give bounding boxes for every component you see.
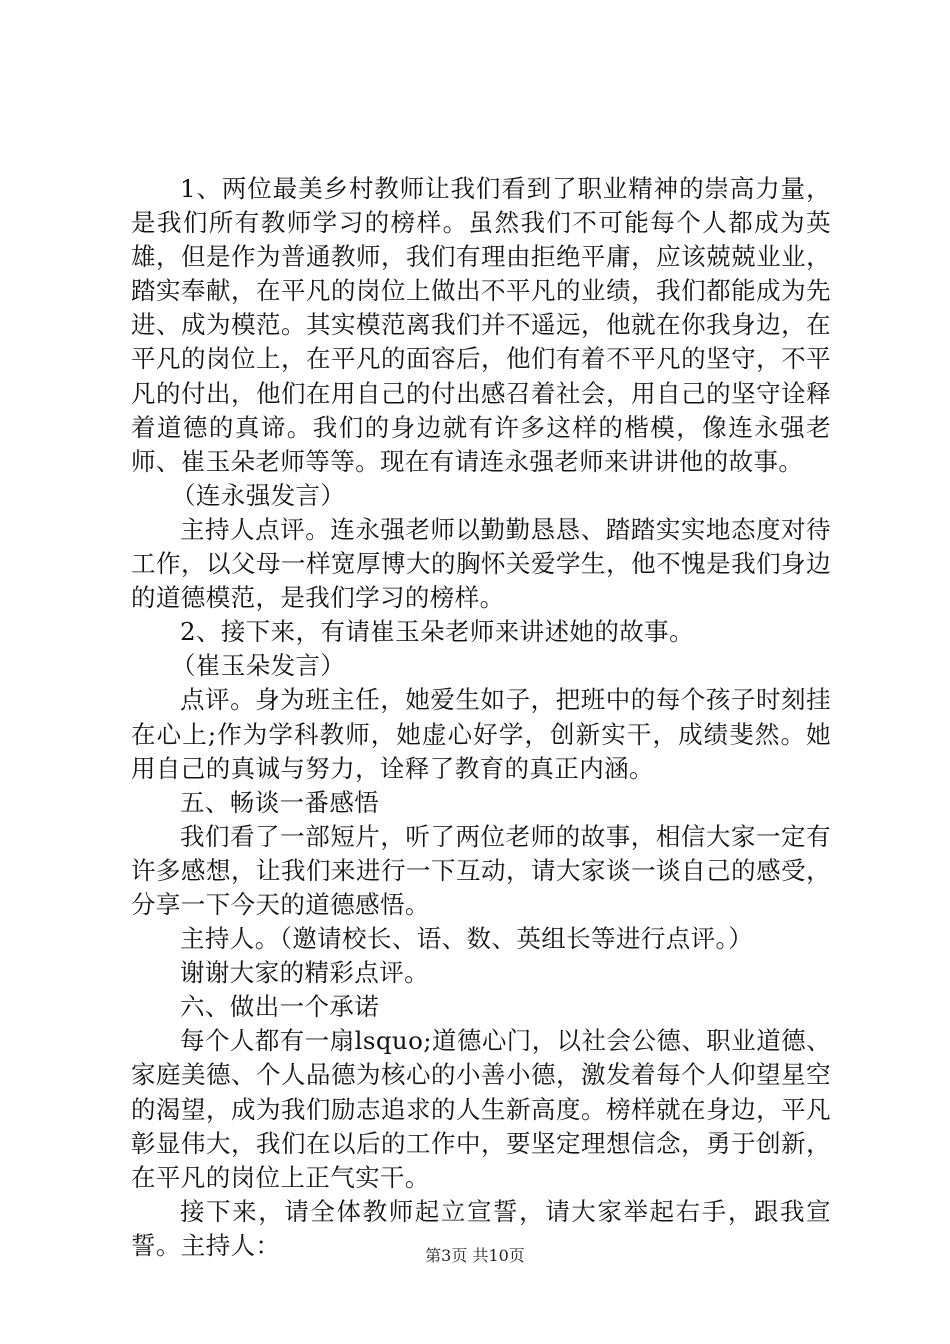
paragraph: 接下来，请全体教师起立宣誓，请大家举起右手，跟我宣誓。主持人：	[131, 1196, 831, 1260]
page-number-label: 第3页 共10页	[425, 1246, 525, 1265]
paragraph: 点评。身为班主任，她爱生如子，把班中的每个孩子时刻挂在心上;作为学科教师，她虚心好学，创新实干，成绩斐然。她用自己的真诚与努力，诠释了教育的真正内涵。	[131, 685, 831, 783]
paragraph: 1、两位最美乡村教师让我们看到了职业精神的崇高力量，是我们所有教师学习的榜样。虽然我们不可能每个人都成为英雄，但是作为普通教师，我们有理由拒绝平庸，应该兢兢业业，踏实奉献，在平凡的岗位上做出不平凡的业绩，我们都能成为先进、成为模范。其实模范离我们并不遥远，他就在你我身边，在平凡的岗位上，在平凡的面容后，他们有着不平凡的坚守，不平凡的付出，他们在用自己的付出感召着社会，用自己的坚守诠释着道德的真谛。我们的身边就有许多这样的楷模，像连永强老师、崔玉朵老师等等。现在有请连永强老师来讲讲他的故事。	[131, 174, 831, 476]
section-heading: 五、畅谈一番感悟	[180, 787, 380, 817]
paragraph: （崔玉朵发言）	[171, 651, 346, 681]
paragraph: 主持人。（邀请校长、语、数、英组长等进行点评。）	[180, 924, 754, 954]
document-body	[131, 172, 831, 1263]
paragraph: 我们看了一部短片，听了两位老师的故事，相信大家一定有许多感想，让我们来进行一下互动，请大家谈一谈自己的感受，分享一下今天的道德感悟。	[131, 821, 831, 919]
paragraph: （连永强发言）	[171, 480, 346, 510]
paragraph: 2、接下来，有请崔玉朵老师来讲述她的故事。	[180, 617, 694, 647]
paragraph: 每个人都有一扇lsquo;道德心门，以社会公德、职业道德、家庭美德、个人品德为核心的小善小德，激发着每个人仰望星空的渴望，成为我们励志追求的人生新高度。榜样就在身边，平凡彰显伟大，我们在以后的工作中，要坚定理想信念，勇于创新，在平凡的岗位上正气实干。	[131, 1026, 831, 1192]
paragraph: 主持人点评。连永强老师以勤勤恳恳、踏踏实实地态度对待工作，以父母一样宽厚博大的胸怀关爱学生，他不愧是我们身边的道德模范，是我们学习的榜样。	[131, 514, 831, 613]
section-heading: 六、做出一个承诺	[180, 992, 380, 1022]
page-footer	[0, 1246, 950, 1266]
paragraph: 谢谢大家的精彩点评。	[180, 958, 429, 988]
